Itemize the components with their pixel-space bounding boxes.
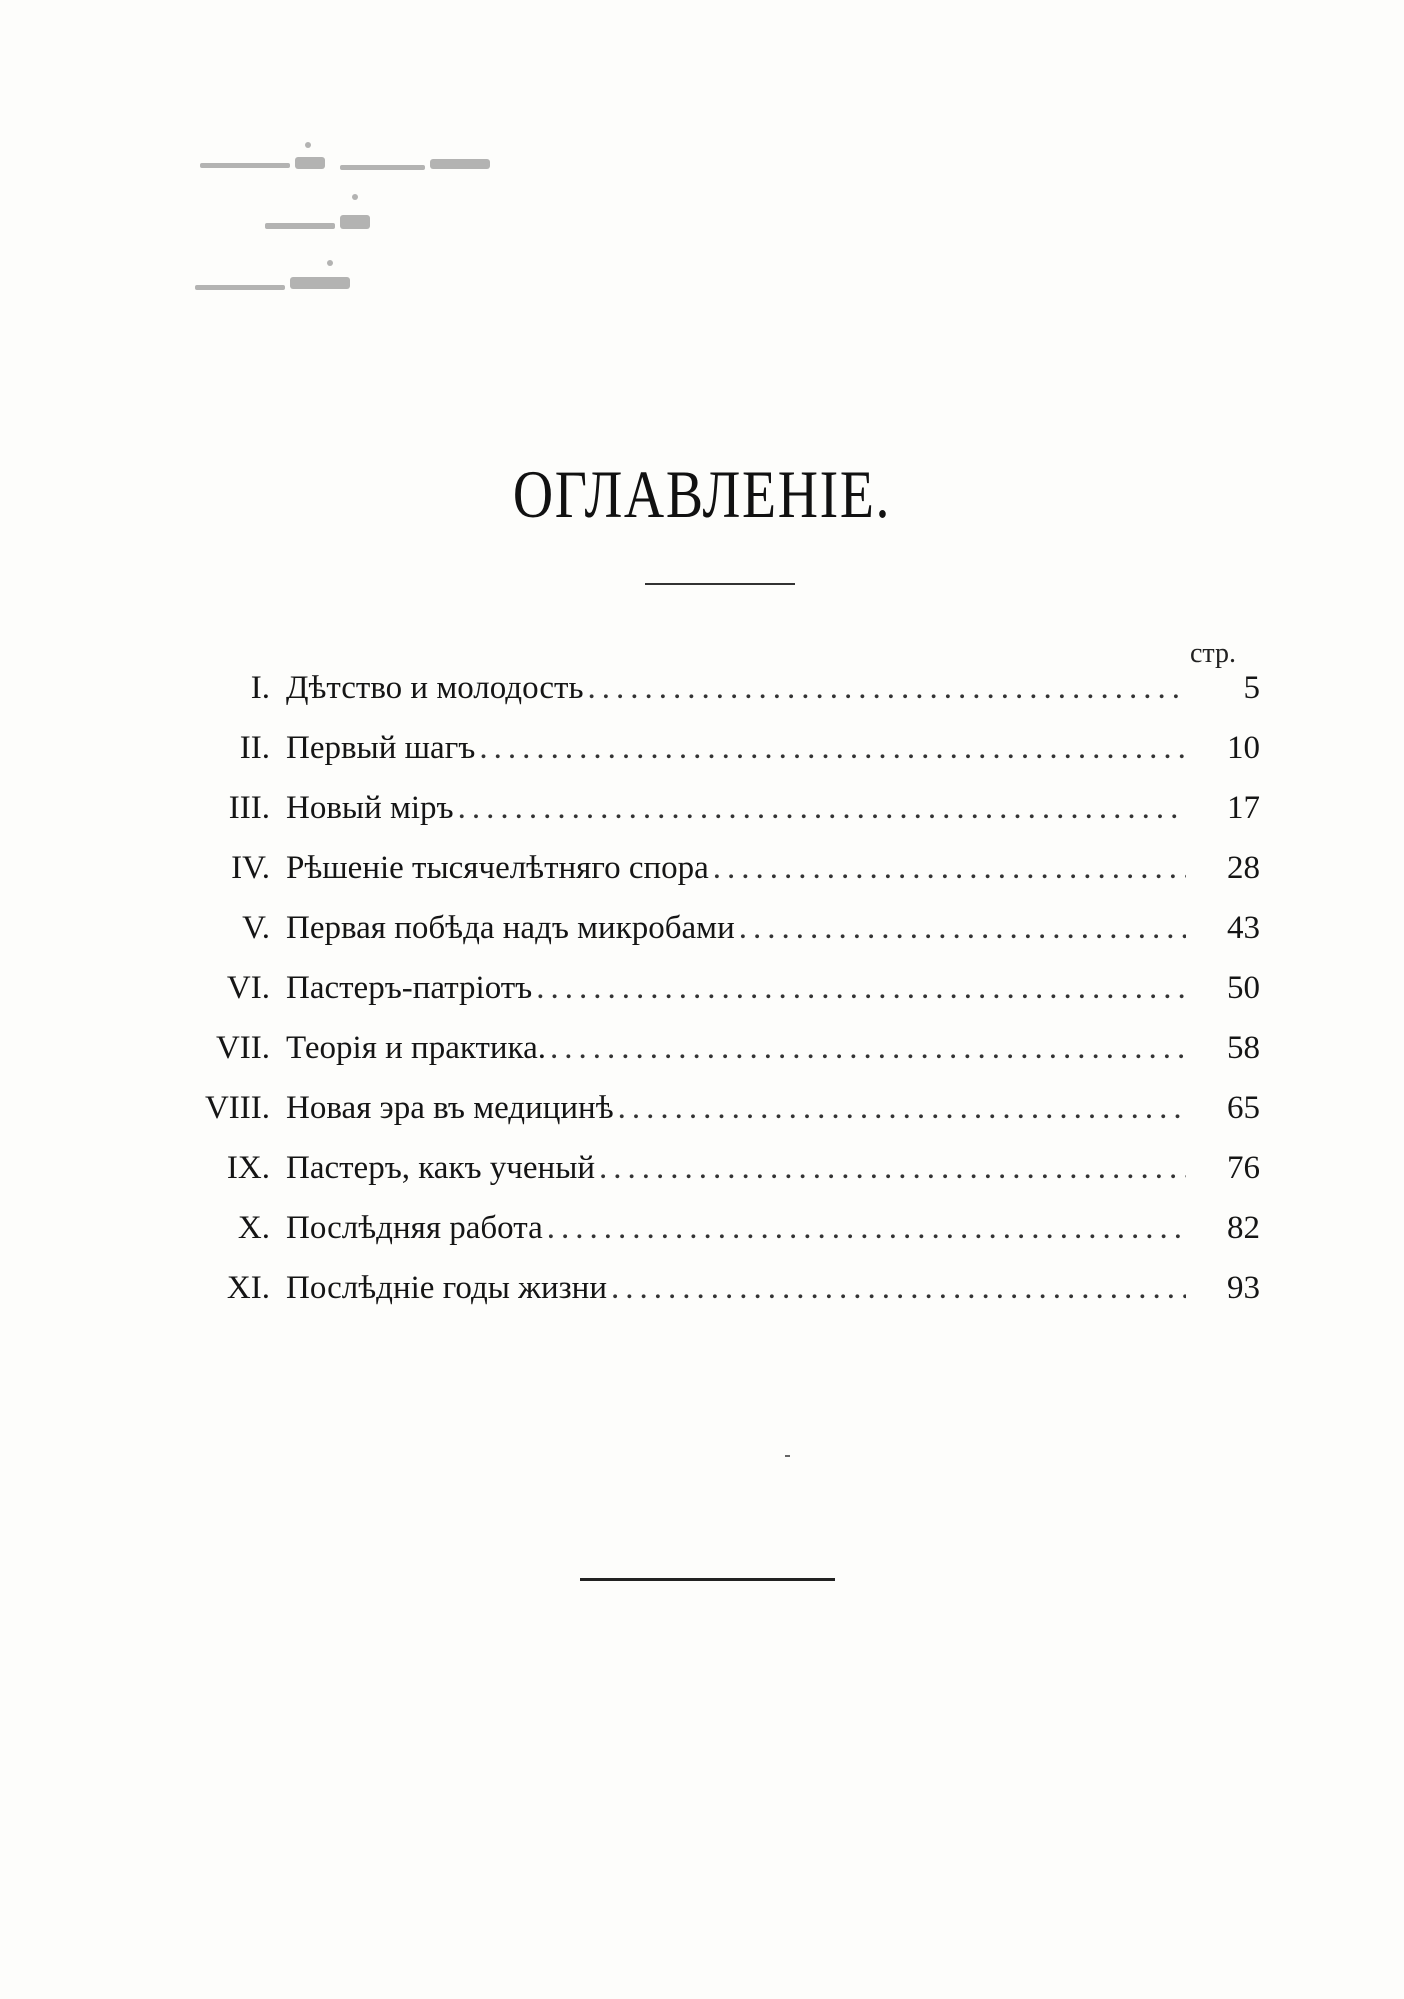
bottom-divider — [580, 1578, 835, 1581]
chapter-title: Пастеръ, какъ ученый — [286, 1150, 596, 1186]
dot-leader — [479, 730, 1186, 767]
chapter-page: 28 — [1227, 850, 1260, 886]
chapter-title: Дѣтство и молодость — [286, 670, 584, 706]
chapter-number: VI. — [226, 970, 270, 1006]
toc-entry — [140, 1270, 1260, 1330]
toc-entry — [140, 850, 1260, 910]
dot-leader — [547, 1210, 1186, 1247]
page-column-label: стр. — [1190, 638, 1237, 669]
chapter-number: IX. — [226, 1150, 270, 1186]
chapter-page: 93 — [1227, 1270, 1260, 1306]
chapter-page: 17 — [1227, 790, 1260, 826]
chapter-page: 50 — [1227, 970, 1260, 1006]
chapter-page: 58 — [1227, 1030, 1260, 1066]
chapter-page: 43 — [1227, 910, 1260, 946]
chapter-title: Новый міръ — [286, 790, 454, 826]
dot-leader — [618, 1090, 1186, 1127]
chapter-title: Пастеръ-патріотъ — [286, 970, 533, 1006]
chapter-page: 82 — [1227, 1210, 1260, 1246]
chapter-page: 5 — [1243, 670, 1260, 706]
dot-leader — [536, 970, 1186, 1007]
toc-entry — [140, 1150, 1260, 1210]
dot-leader — [599, 1150, 1186, 1187]
chapter-title: Рѣшеніе тысячелѣтняго спора — [286, 850, 709, 886]
chapter-number: I. — [250, 670, 270, 706]
chapter-page: 65 — [1227, 1090, 1260, 1126]
dot-leader — [739, 910, 1186, 947]
toc-entry — [140, 1210, 1260, 1270]
title-divider — [645, 583, 795, 585]
toc-entry — [140, 670, 1260, 730]
chapter-number: XI. — [226, 1270, 270, 1306]
chapter-title: Новая эра въ медицинѣ — [286, 1090, 614, 1126]
toc-entry — [140, 730, 1260, 790]
chapter-number: VIII. — [204, 1090, 270, 1126]
chapter-title: Теорія и практика. — [286, 1030, 546, 1066]
toc-entry — [140, 790, 1260, 850]
dot-leader — [611, 1270, 1186, 1307]
chapter-page: 10 — [1227, 730, 1260, 766]
toc-entry — [140, 910, 1260, 970]
dot-leader — [713, 850, 1186, 887]
dot-leader — [588, 670, 1186, 707]
toc-entry — [140, 1090, 1260, 1150]
library-stamp — [190, 135, 550, 315]
chapter-title: Первая побѣда надъ микробами — [286, 910, 735, 946]
chapter-page: 76 — [1227, 1150, 1260, 1186]
chapter-title: Послѣдняя работа — [286, 1210, 543, 1246]
chapter-number: II. — [239, 730, 270, 766]
chapter-number: III. — [228, 790, 270, 826]
chapter-title: Послѣдніе годы жизни — [286, 1270, 607, 1306]
chapter-number: VII. — [215, 1030, 270, 1066]
chapter-number: IV. — [231, 850, 270, 886]
chapter-number: X. — [237, 1210, 270, 1246]
chapter-title: Первый шагъ — [286, 730, 476, 766]
dot-leader — [458, 790, 1186, 827]
chapter-number: V. — [242, 910, 270, 946]
dot-leader — [550, 1030, 1186, 1067]
toc-entry — [140, 1030, 1260, 1090]
toc-entry — [140, 970, 1260, 1030]
table-of-contents — [140, 670, 1260, 1330]
page-title: ОГЛАВЛЕНІЕ. — [512, 456, 892, 532]
print-speck — [785, 1455, 790, 1457]
